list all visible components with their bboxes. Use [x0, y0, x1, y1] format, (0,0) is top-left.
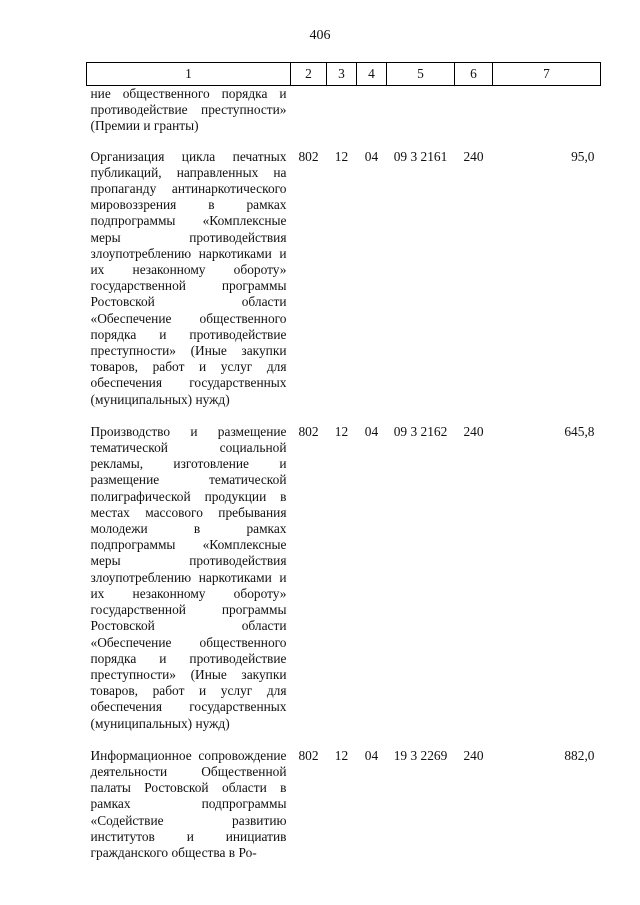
column-header-6: 6 — [455, 63, 493, 86]
section-code — [327, 86, 357, 147]
expense-type-code: 240 — [463, 423, 484, 439]
expense-name: Организация цикла печатных публикаций, направленных на пропаганду антинаркотического мировоззрения в рамках подпрограммы «Комплексные меры противодействия злоупотреблению наркотиками и их незаконному обороту» государственной программы Ростовской области «Обеспечение общественного порядка и противодействие преступности» (Иные закупки товаров, работ и услуг для обеспечения государственных (муниципальных) нужд) — [90, 148, 287, 407]
ministry-code: 802 — [298, 747, 319, 763]
expense-name: ние общественного порядка и противодействие преступности» (Премии и гранты) — [90, 86, 287, 134]
table-row — [87, 86, 601, 147]
table-row — [87, 422, 601, 746]
header-row — [87, 63, 601, 86]
amount: 95,0 — [571, 148, 595, 164]
table-body — [87, 86, 601, 876]
page-number: 406 — [309, 28, 331, 43]
section-code: 12 — [334, 747, 349, 763]
column-header-7: 7 — [493, 63, 601, 86]
subsection-code: 04 — [364, 148, 379, 164]
target-code: 19 3 2269 — [393, 747, 448, 763]
ministry-code: 802 — [298, 148, 319, 164]
expense-name: Производство и размещение тематической социальной рекламы, изготовление и размещение тематической полиграфической продукции в местах массового пребывания молодежи в рамках подпрограммы «Комплексные меры противодействия злоупотреблению наркотиками и их незаконному обороту» государственной программы Ростовской области «Обеспечение общественного порядка и противодействие преступности» (Иные закупки товаров, работ и услуг для обеспечения государственных (муниципальных) нужд) — [90, 423, 287, 731]
target-code — [387, 86, 455, 147]
amount: 645,8 — [564, 423, 595, 439]
subsection-code: 04 — [364, 747, 379, 763]
target-code: 09 3 2161 — [393, 148, 448, 164]
budget-table — [86, 62, 601, 875]
expense-type-code: 240 — [463, 148, 484, 164]
table-row — [87, 147, 601, 422]
amount: 882,0 — [564, 747, 595, 763]
section-code: 12 — [334, 148, 349, 164]
subsection-code — [357, 86, 387, 147]
column-header-5: 5 — [387, 63, 455, 86]
subsection-code: 04 — [364, 423, 379, 439]
column-header-2: 2 — [291, 63, 327, 86]
ministry-code — [291, 86, 327, 147]
expense-type-code — [455, 86, 493, 147]
ministry-code: 802 — [298, 423, 319, 439]
column-header-4: 4 — [357, 63, 387, 86]
expense-name: Информационное сопровождение деятельности Общественной палаты Ростовской области в рамках подпрограммы «Содействие развитию институтов и инициатив гражданского общества в Ро- — [90, 747, 287, 860]
target-code: 09 3 2162 — [393, 423, 448, 439]
column-header-1: 1 — [87, 63, 291, 86]
table-row — [87, 746, 601, 875]
amount — [493, 86, 601, 147]
section-code: 12 — [334, 423, 349, 439]
table-header — [87, 63, 601, 86]
expense-type-code: 240 — [463, 747, 484, 763]
column-header-3: 3 — [327, 63, 357, 86]
